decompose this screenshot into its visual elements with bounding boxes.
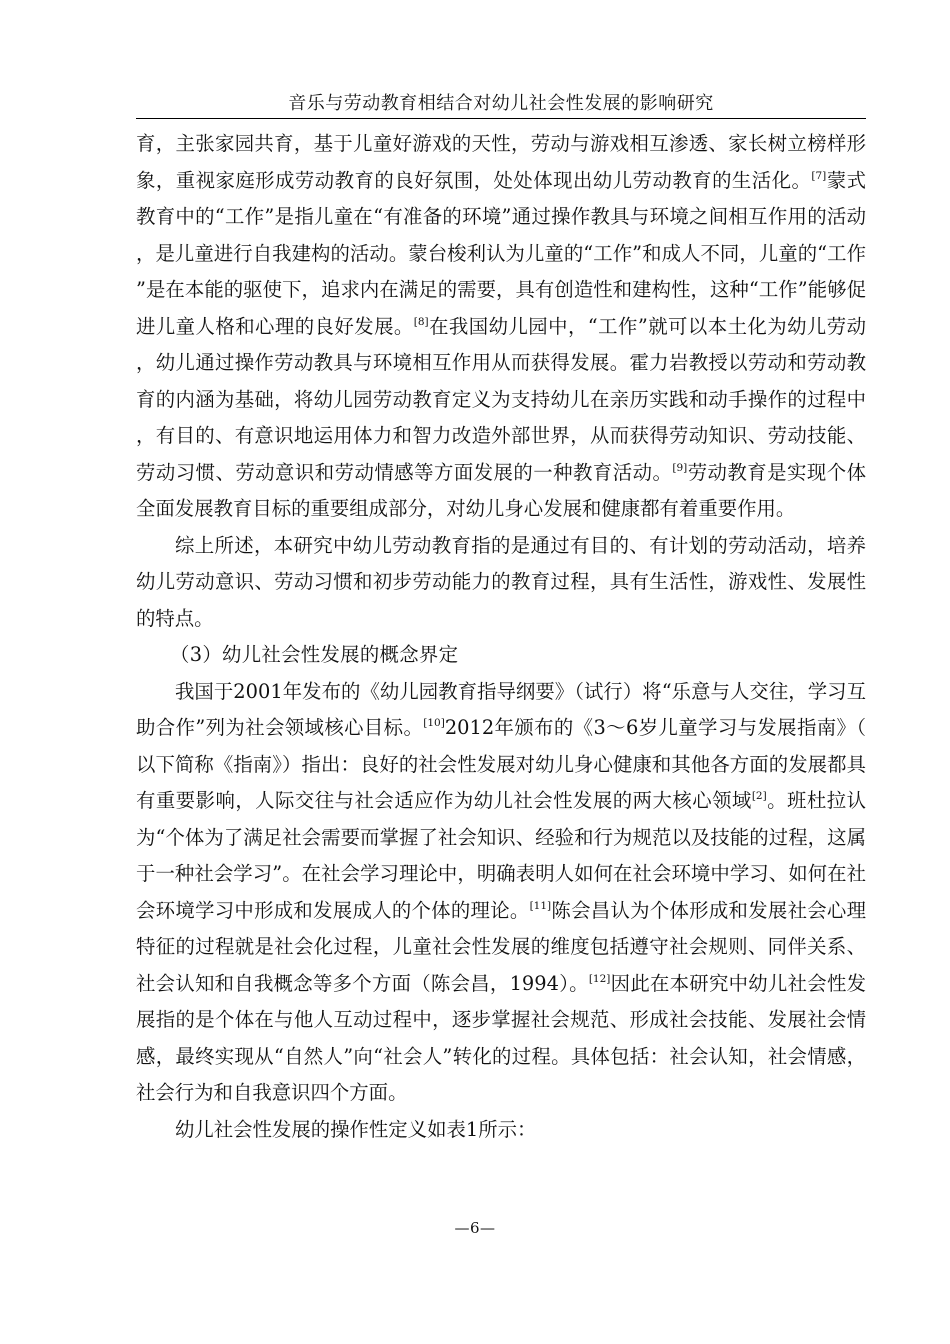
paragraph-table-intro: 幼儿社会性发展的操作性定义如表1所示： [175, 1117, 537, 1141]
paragraph-text: 劳动教育是实现个体全面发展教育目标的重要组成部分，对幼儿身心发展和健康都有着重要作用。 [136, 460, 866, 520]
paragraph-text: 蒙式教育中的“工作”是指儿童在“有准备的环境”通过操作教具与环境之间相互作用的活动，是儿童进行自我建构的活动。蒙台梭利认为儿童的“工作”和成人不同，儿童的“工作”是在本能的驱使下，追求内在满足的需要，具有创造性和建构性，这种“工作”能够促进儿童人格和心理的良好发展。 [136, 168, 867, 338]
paragraph-text: 育，主张家园共育，基于儿童好游戏的天性，劳动与游戏相互渗透、家长树立榜样形象，重视家庭形成劳动教育的良好氛围，处处体现出幼儿劳动教育的生活化。 [136, 132, 866, 192]
paragraph-text: 我国于2001年发布的《幼儿园教育指导纲要》（试行）将“乐意与人交往，学习互助合作”列为社会领域核心目标。 [136, 679, 866, 739]
paragraph-text: 因此在本研究中幼儿社会性发展指的是个体在与他人互动过程中，逐步掌握社会规范、形成社会技能、发展社会情感，最终实现从“自然人”向“社会人”转化的过程。具体包括：社会认知，社会情感，社会行为和自我意识四个方面。 [136, 971, 866, 1104]
page-body [136, 126, 866, 1148]
section-heading-social-development: （3）幼儿社会性发展的概念界定 [170, 643, 459, 666]
citation-9: [9] [672, 461, 688, 474]
citation-12: [12] [588, 972, 611, 985]
citation-7: [7] [811, 169, 827, 182]
citation-11: [11] [529, 899, 552, 912]
paragraph-social-development-definition [136, 674, 866, 1112]
citation-8: [8] [413, 315, 429, 328]
citation-10: [10] [423, 717, 445, 729]
running-header: 音乐与劳动教育相结合对幼儿社会性发展的影响研究 [288, 93, 714, 114]
header-rule [136, 118, 866, 119]
page-number: —6— [454, 1219, 496, 1237]
citation-2: [2] [751, 790, 767, 802]
paragraph-text: 陈会昌认为个体形成和发展社会心理特征的过程就是社会化过程，儿童社会性发展的维度包括遵守社会规则、同伴关系、社会认知和自我概念等多个方面（陈会昌，1994）。 [136, 898, 867, 995]
paragraph-text: 在我国幼儿园中，“工作”就可以本土化为幼儿劳动，幼儿通过操作劳动教具与环境相互作用从而获得发展。霍力岩教授以劳动和劳动教育的内涵为基础，将幼儿园劳动教育定义为支持幼儿在亲历实践和动手操作的过程中，有目的、有意识地运用体力和智力改造外部世界，从而获得劳动知识、劳动技能、劳动习惯、劳动意识和劳动情感等方面发展的一种教育活动。 [136, 314, 867, 484]
paragraph-labor-education-definition [136, 126, 866, 528]
paragraph-summary: 综上所述，本研究中幼儿劳动教育指的是通过有目的、有计划的劳动活动，培养幼儿劳动意识、劳动习惯和初步劳动能力的教育过程，具有生活性，游戏性、发展性的特点。 [136, 533, 866, 630]
paragraph-text: 2012年颁布的《3～6岁儿童学习与发展指南》（以下简称《指南》）指出：良好的社会性发展对幼儿身心健康和其他各方面的发展都具有重要影响，人际交往与社会适应作为幼儿社会性发展的两大核心领域 [136, 716, 866, 812]
paragraph-text: 。班杜拉认为“个体为了满足社会需要而掌握了社会知识、经验和行为规范以及技能的过程，这属于一种社会学习”。在社会学习理论中，明确表明人如何在社会环境中学习、如何在社会环境学习中形成和发展成人的个体的理论。 [136, 789, 867, 922]
